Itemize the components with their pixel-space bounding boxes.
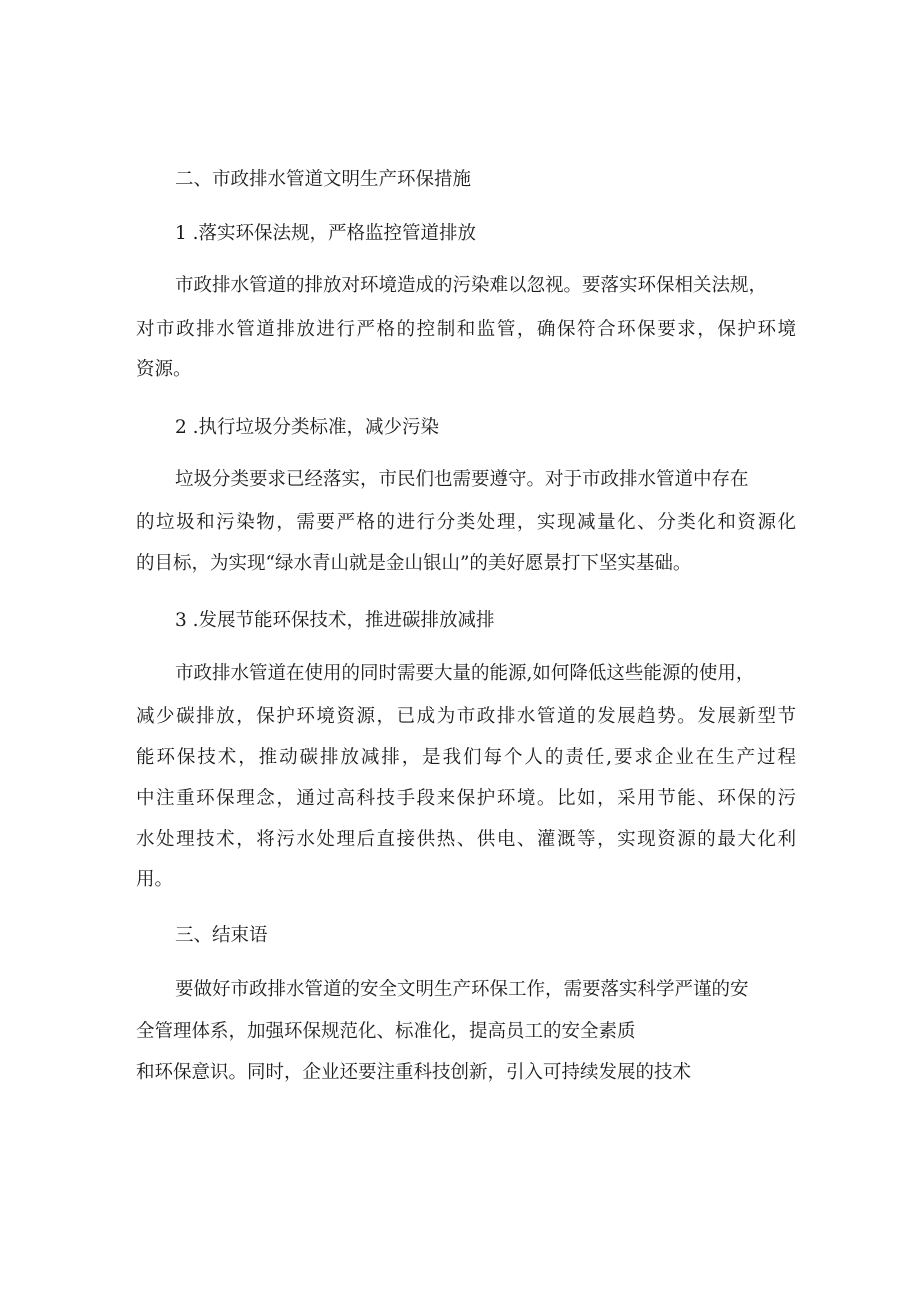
item-3-paragraph-line: 能环保技术，推动碳排放减排，是我们每个人的责任,要求企业在生产过程 xyxy=(136,747,796,768)
item-3-heading: 3 .发展节能环保技术，推进碳排放减排 xyxy=(175,610,495,631)
section-heading-2: 二、市政排水管道文明生产环保措施 xyxy=(175,169,472,190)
item-2-paragraph-line: 垃圾分类要求已经落实，市民们也需要遵守。对于市政排水管道中存在 xyxy=(175,469,749,490)
item-1-paragraph-line: 市政排水管道的排放对环境造成的污染难以忽视。要落实环保相关法规， xyxy=(175,275,768,296)
item-3-paragraph-line: 水处理技术，将污水处理后直接供热、供电、灌溉等，实现资源的最大化利 xyxy=(136,829,796,850)
item-1-paragraph-line: 对市政排水管道排放进行严格的控制和监管，确保符合环保要求，保护环境 xyxy=(136,319,796,340)
conclusion-paragraph-line: 全管理体系，加强环保规范化、标准化，提高员工的安全素质 xyxy=(136,1021,636,1042)
item-3-paragraph-line: 用。 xyxy=(136,869,174,890)
item-2-paragraph-line: 的垃圾和污染物，需要严格的进行分类处理，实现减量化、分类化和资源化 xyxy=(136,512,796,533)
item-3-paragraph-line: 市政排水管道在使用的同时需要大量的能源,如何降低这些能源的使用， xyxy=(175,663,755,684)
item-3-paragraph-line: 中注重环保理念，通过高科技手段来保护环境。比如，采用节能、环保的污 xyxy=(136,788,796,809)
section-heading-3: 三、结束语 xyxy=(175,925,268,946)
item-1-paragraph-line: 资源。 xyxy=(136,359,192,380)
item-3-paragraph-line: 减少碳排放，保护环境资源，已成为市政排水管道的发展趋势。发展新型节 xyxy=(136,706,796,727)
item-2-heading: 2 .执行垃圾分类标准，减少污染 xyxy=(175,417,440,438)
conclusion-paragraph-line: 和环保意识。同时，企业还要注重科技创新，引入可持续发展的技术 xyxy=(136,1062,692,1083)
conclusion-paragraph-line: 要做好市政排水管道的安全文明生产环保工作，需要落实科学严谨的安 xyxy=(175,979,749,1000)
item-2-paragraph-line: 的目标，为实现“绿水青山就是金山银山”的美好愿景打下坚实基础。 xyxy=(136,553,692,574)
item-1-heading: 1 .落实环保法规，严格监控管道排放 xyxy=(175,223,477,244)
